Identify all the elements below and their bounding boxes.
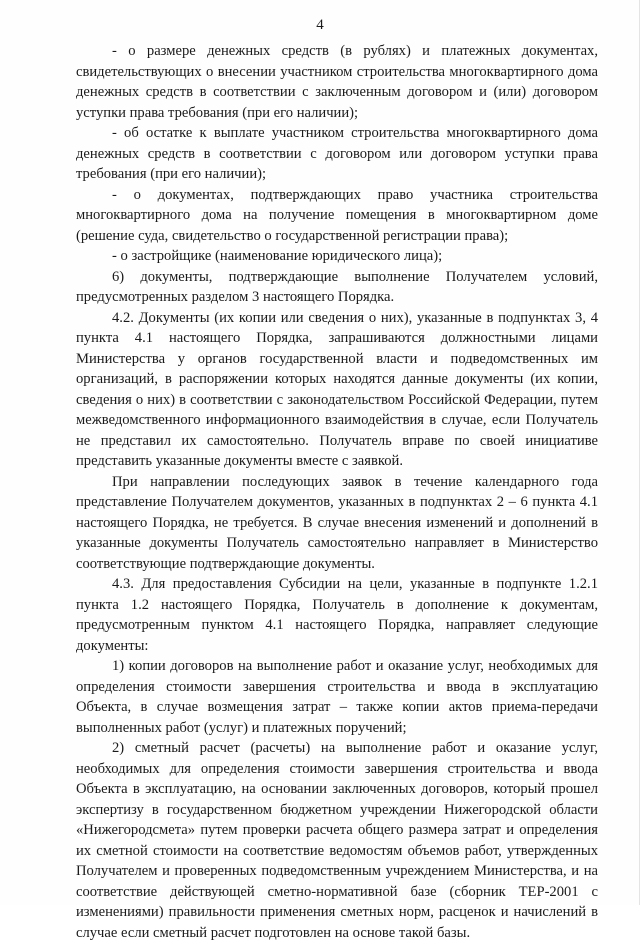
document-body — [76, 41, 598, 943]
paragraph-section-4-3: 4.3. Для предоставления Субсидии на цели, указанные в подпункте 1.2.1 пункта 1.2 настоящего Порядка, Получатель в дополнение к документам, предусмотренным пунктом 4.1 настоящего Порядка, направляет следующие документы: — [76, 576, 598, 654]
paragraph-item-1-contracts: 1) копии договоров на выполнение работ и оказание услуг, необходимых для определения стоимости завершения строительства и ввода в эксплуатацию Объекта, в случае возмещения затрат – также копии актов приема-передачи выполненных работ (услуг) и платежных поручений; — [76, 658, 598, 736]
paragraph-subsequent-requests: При направлении последующих заявок в течение календарного года представление Получателем документов, указанных в подпунктах 2 – 6 пункта 4.1 настоящего Порядка, не требуется. В случае внесения изменений и дополнений в указанные документы Получатель самостоятельно направляет в Министерство соответствующие подтверждающие документы. — [76, 473, 598, 572]
paragraph-item-2-estimate: 2) сметный расчет (расчеты) на выполнение работ и оказание услуг, необходимых для определения стоимости завершения строительства и ввода Объекта в эксплуатацию, на основании заключенных договоров, который прошел экспертизу в государственном бюджетном учреждении Нижегородской области «Нижегородсмета» путем проверки расчета общего размера затрат и определения их сметной стоимости на соответствие ведомостям объемов работ, утвержденных Получателем и проверенных подведомственным учреждением Министерства, и на соответствие действующей сметно-нормативной базе (сборник ТЕР-2001 с изменениями) правильности применения сметных норм, расценок и начислений в случае если сметный расчет подготовлен на основе такой базы. — [76, 740, 598, 941]
page-number: 4 — [316, 17, 324, 33]
paragraph-developer-info: - о застройщике (наименование юридического лица); — [112, 248, 443, 264]
paragraph-ownership-documents: - о документах, подтверждающих право участника строительства многоквартирного дома на получение помещения в многоквартирном доме (решение суда, свидетельство о государственной регистрации права); — [76, 186, 598, 244]
paragraph-funds-amount: - о размере денежных средств (в рублях) и платежных документах, свидетельствующих о внесении участником строительства многоквартирного дома денежных средств в соответствии с заключенным договором и (или) договором уступки права требования (при его наличии); — [76, 43, 598, 121]
paragraph-section-4-2: 4.2. Документы (их копии или сведения о них), указанные в подпунктах 3, 4 пункта 4.1 настоящего Порядка, запрашиваются должностными лицами Министерства у органов государственной власти и подведомственных им организаций, в распоряжении которых находятся данные документы (их копии, сведения о них) в соответствии с законодательством Российской Федерации, путем межведомственного информационного взаимодействия в случае, если Получатель не представил их самостоятельно. Получатель вправе по своей инициативе представить указанные документы вместе с заявкой. — [76, 309, 598, 469]
paragraph-item-6: 6) документы, подтверждающие выполнение Получателем условий, предусмотренных разделом 3 настоящего Порядка. — [76, 268, 598, 305]
paragraph-remaining-payment: - об остатке к выплате участником строительства многоквартирного дома денежных средств в соответствии с договором или договором уступки права требования (при его наличии); — [76, 125, 598, 182]
